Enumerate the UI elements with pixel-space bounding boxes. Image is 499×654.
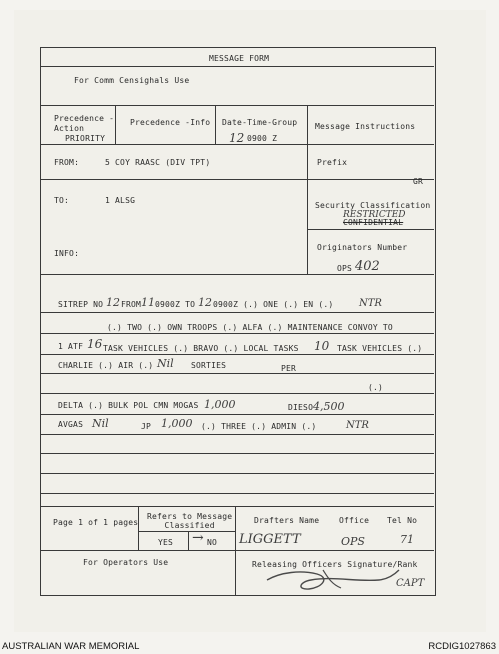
body-text: AVGAS: [58, 420, 84, 429]
officer-rank: CAPT: [396, 578, 425, 589]
body-line: [41, 414, 434, 415]
body-text: CHARLIE (.) AIR (.): [58, 361, 154, 370]
security-handwritten: RESTRICTED: [343, 210, 406, 220]
body-line: [41, 354, 434, 355]
security-classification-label: Security Classification: [315, 201, 431, 210]
drafter-name-value: LIGGETT: [239, 532, 301, 547]
ops-handwritten-number: 402: [355, 259, 380, 274]
body-text: JP: [141, 422, 152, 431]
body-text: TASK VEHICLES (.): [337, 344, 423, 353]
rule: [215, 105, 216, 144]
no-option: NO: [207, 538, 218, 547]
message-instructions-label: Message Instructions: [315, 122, 416, 131]
yes-option: YES: [158, 538, 174, 547]
no-selection-mark: →: [192, 530, 204, 546]
prefix-label: Prefix: [317, 158, 348, 167]
body-line: [41, 473, 434, 474]
body-text: PER: [281, 364, 297, 373]
from-value: 5 COY RAASC (DIV TPT): [105, 158, 211, 167]
rule: [41, 105, 434, 106]
rule: [307, 274, 434, 275]
avgas-value: Nil: [92, 417, 109, 430]
mogas-value: 1,000: [204, 398, 236, 411]
rule: [235, 550, 236, 595]
footer-reference-id: RCDIG1027863: [428, 641, 496, 652]
dieso-value: 4,500: [313, 400, 345, 413]
body-line: [41, 453, 434, 454]
rule: [41, 179, 434, 180]
footer-source: AUSTRALIAN WAR MEMORIAL: [2, 641, 140, 652]
jp-value: 1,000: [161, 417, 193, 430]
refers-label: Refers to Message Classified: [147, 512, 233, 530]
body-text: DELTA (.) BULK POL CMN MOGAS: [58, 401, 199, 410]
rule: [41, 506, 434, 507]
body-line: [41, 373, 434, 374]
office-value: OPS: [341, 535, 365, 548]
ops-label: OPS: [337, 264, 353, 273]
comm-centre-label: For Comm Censighals Use: [74, 76, 190, 85]
security-struck-value: CONFIDENTIAL: [343, 218, 404, 227]
from-label: FROM:: [54, 158, 80, 167]
body-text: (.) TWO (.) OWN TROOPS (.) ALFA (.) MAINTENANCE CONVOY TO: [107, 323, 393, 332]
rule: [188, 531, 189, 550]
body-text: (.): [368, 383, 384, 392]
operators-use-label: For Operators Use: [83, 558, 169, 567]
rule: [41, 550, 434, 551]
body-text: 0900Z TO: [155, 300, 196, 309]
tel-value: 71: [400, 533, 414, 546]
air-sorties: Nil: [157, 357, 174, 370]
body-text: SORTIES: [191, 361, 227, 370]
rule: [138, 531, 235, 532]
rule: [307, 229, 434, 230]
local-tasks: 10: [314, 339, 330, 353]
dtg-label: Date-Time-Group: [222, 118, 298, 127]
body-text: 0900Z (.) ONE (.) EN (.): [213, 300, 334, 309]
body-text: (.) THREE (.) ADMIN (.): [201, 422, 317, 431]
from-day: 11: [141, 296, 155, 309]
precedence-action-value: PRIORITY: [65, 134, 106, 143]
dtg-handwritten-day: 12: [229, 131, 245, 145]
precedence-info-label: Precedence -Info: [130, 118, 211, 127]
officer-signature: [261, 562, 406, 598]
body-text: FROM: [121, 300, 142, 309]
originators-number-label: Originators Number: [317, 243, 408, 252]
info-label: INFO:: [54, 249, 80, 258]
body-text: TASK VEHICLES (.) BRAVO (.) LOCAL TASKS: [103, 344, 299, 353]
tel-label: Tel No: [387, 516, 418, 525]
releasing-officer-label: Releasing Officers Signature/Rank: [252, 560, 418, 569]
body-text: 1 ATF: [58, 342, 84, 351]
prefix-value: GR: [413, 177, 424, 186]
admin-value: NTR: [346, 420, 369, 431]
body-line: [41, 434, 434, 435]
rule: [138, 506, 139, 550]
rule: [41, 66, 434, 67]
office-label: Office: [339, 516, 370, 525]
rule: [41, 274, 307, 275]
en-value: NTR: [359, 298, 382, 309]
body-line: [41, 493, 434, 494]
body-line: [41, 393, 434, 394]
rule: [235, 506, 236, 550]
form-title: MESSAGE FORM: [209, 54, 270, 63]
body-text: DIESO: [288, 403, 314, 412]
rule: [115, 105, 116, 144]
convoy-vehicles: 16: [87, 337, 103, 351]
to-label: TO:: [54, 196, 70, 205]
sitrep-number: 12: [106, 296, 120, 309]
drafters-name-label: Drafters Name: [254, 516, 320, 525]
rule: [307, 105, 308, 274]
dtg-value: 0900 Z: [247, 134, 278, 143]
message-form: [40, 47, 436, 596]
body-line: [41, 312, 434, 313]
to-value: 1 ALSG: [105, 196, 136, 205]
body-line: [41, 333, 434, 334]
page-count: Page 1 of 1 pages: [53, 518, 139, 527]
to-day: 12: [198, 296, 212, 309]
precedence-action-label: Precedence - Action: [54, 114, 115, 133]
sitrep-label: SITREP NO: [58, 300, 104, 309]
